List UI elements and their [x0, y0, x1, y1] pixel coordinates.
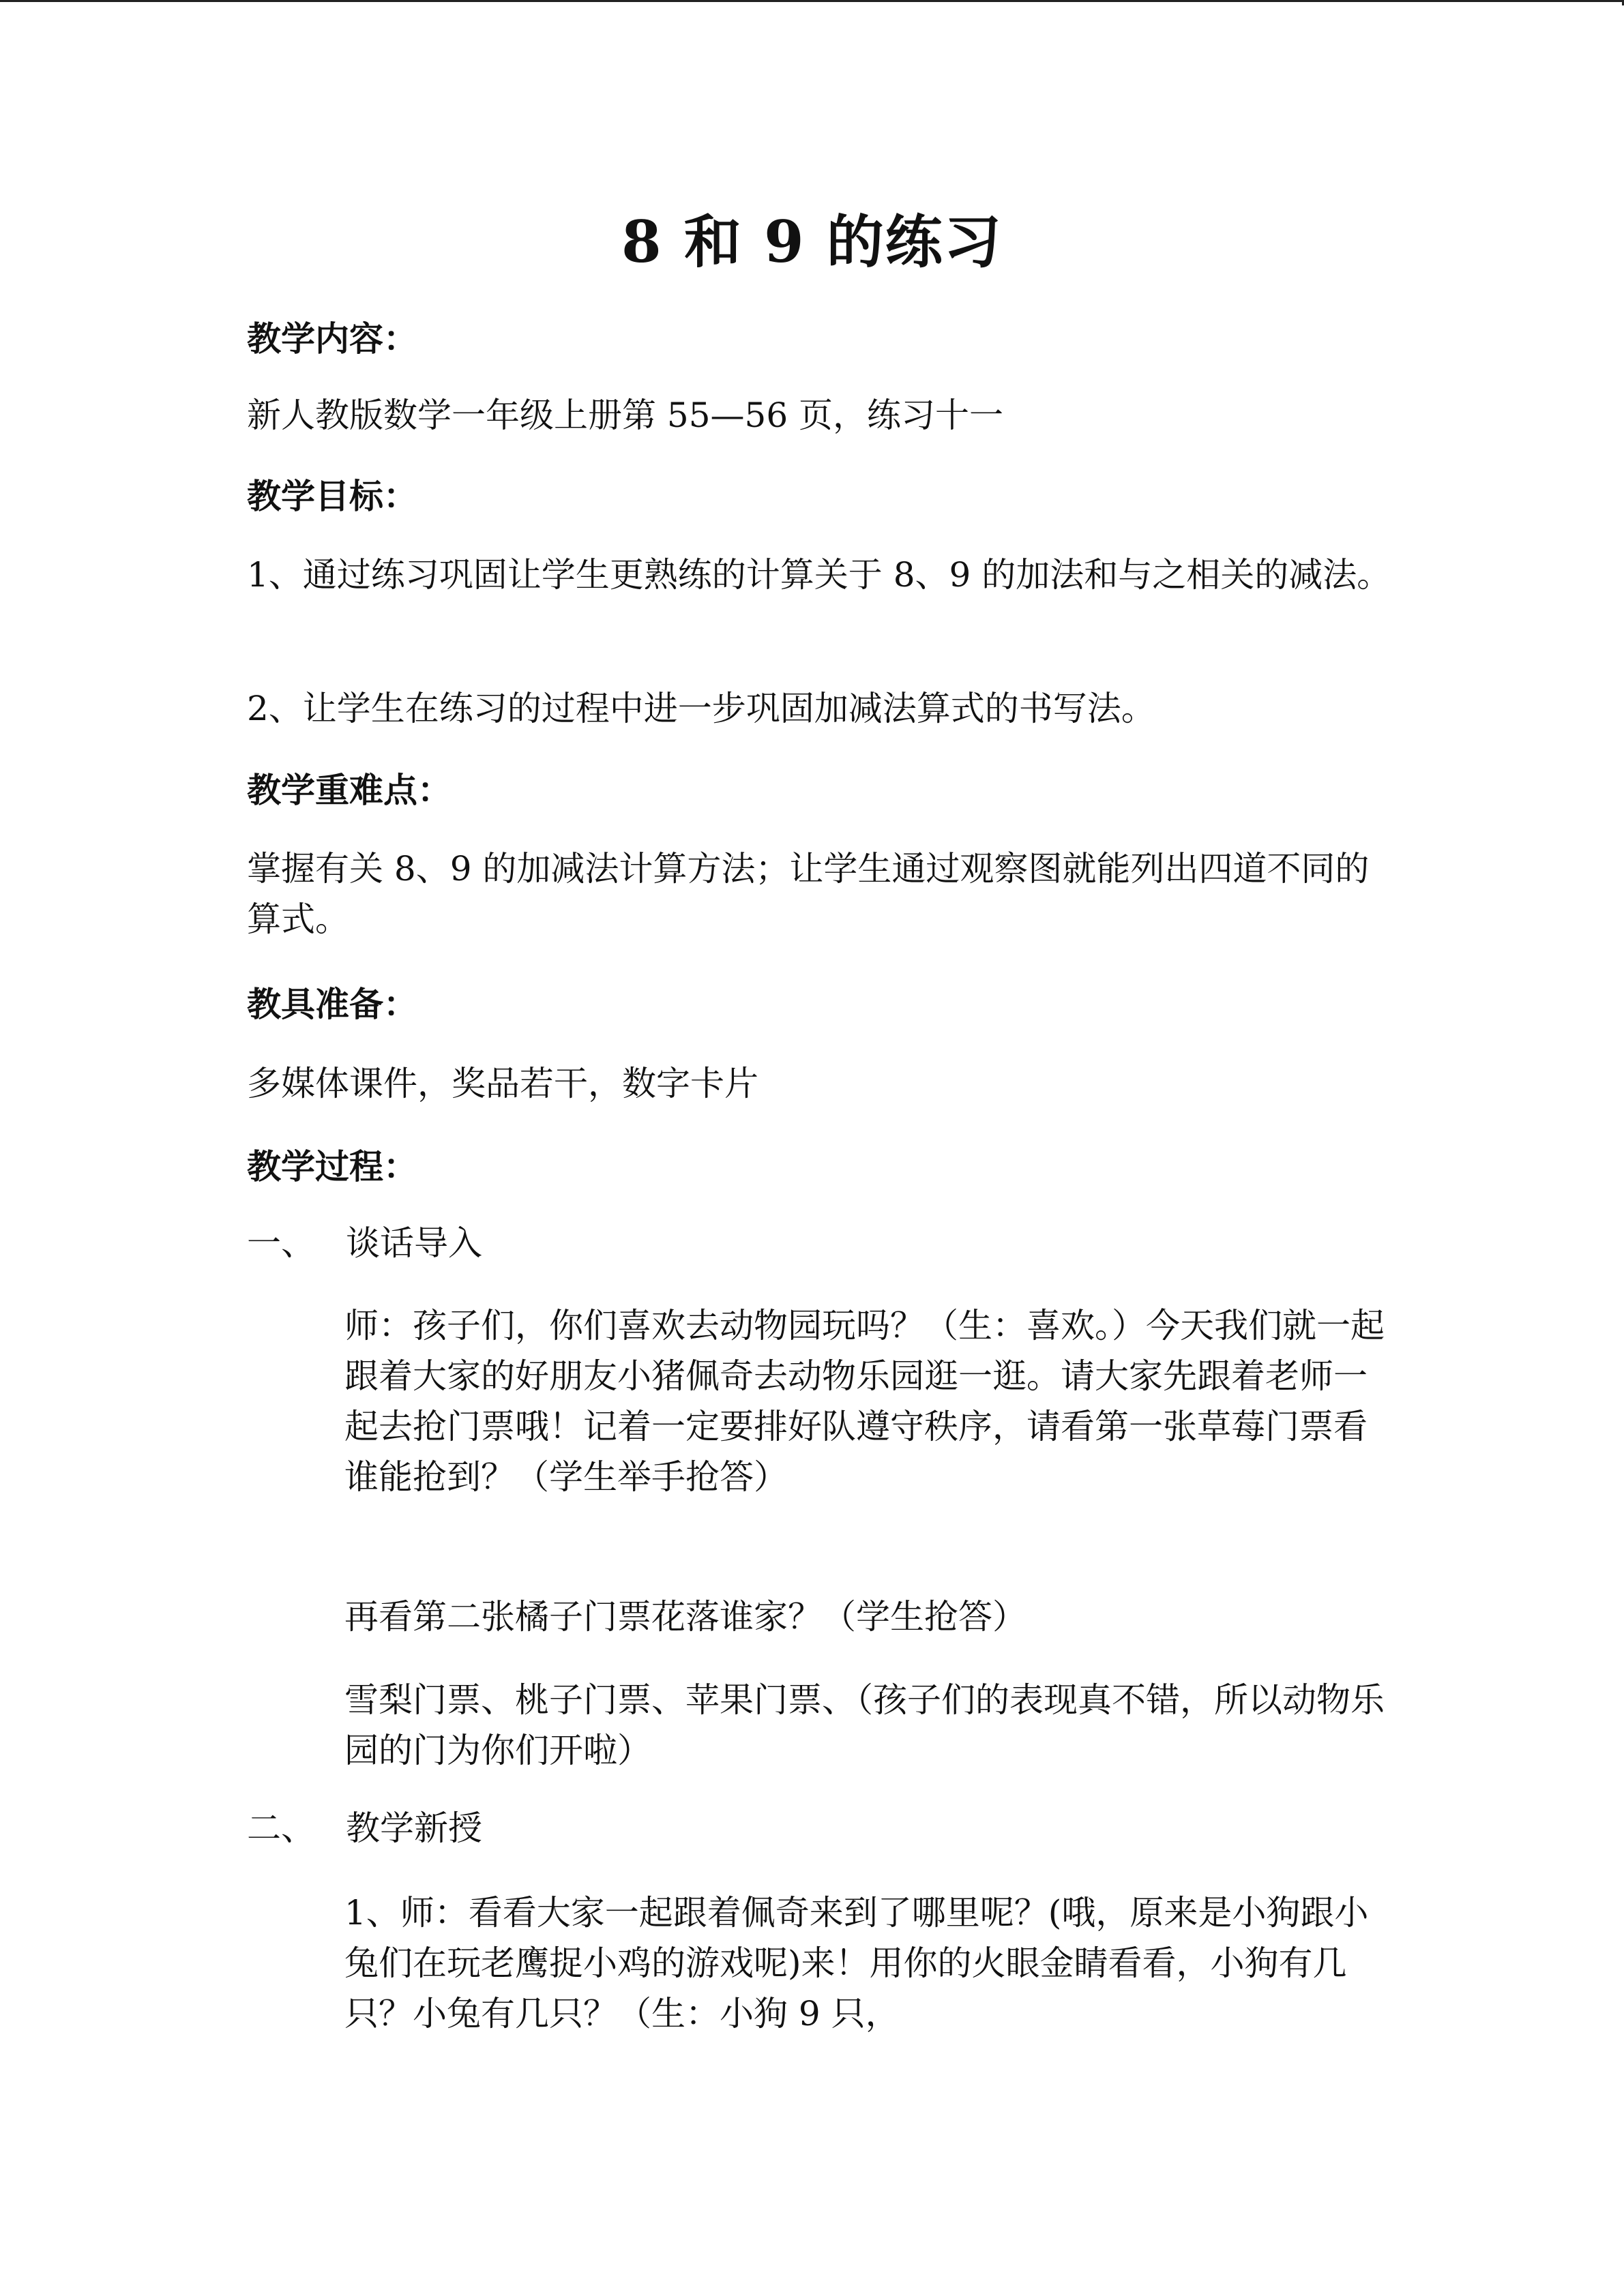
section-1-title — [247, 1219, 482, 1267]
goal-item-2: 2、让学生在练习的过程中进一步巩固加减法算式的书写法。 — [247, 689, 1155, 728]
goals-heading: 教学目标： — [247, 476, 417, 516]
section-2-number: 二、 — [247, 1808, 315, 1848]
section-1-number: 一、 — [247, 1223, 315, 1263]
key-points-heading: 教学重难点： — [247, 770, 452, 810]
top-border — [0, 0, 1624, 2]
section-1-paragraph-3: 雪梨门票、桃子门票、苹果门票、（孩子们的表现真不错，所以动物乐园的门为你们开啦） — [344, 1680, 1385, 1770]
section-2-paragraph-1: 1、师：看看大家一起跟着佩奇来到了哪里呢？(哦，原来是小狗跟小兔们在玩老鹰捉小鸡的游戏呢)来！用你的火眼金睛看看，小狗有几只？小兔有几只？（生：小狗 9 只， — [344, 1893, 1369, 2033]
section-2-title — [247, 1804, 482, 1852]
section-2-label: 教学新授 — [346, 1808, 482, 1848]
section-1-paragraph-1: 师：孩子们，你们喜欢去动物园玩吗？（生：喜欢。）今天我们就一起跟着大家的好朋友小猪佩奇去动物乐园逛一逛。请大家先跟着老师一起去抢门票哦！记着一定要排好队遵守秩序，请看第一张草莓门票看谁能抢到？（学生举手抢答） — [344, 1306, 1385, 1497]
content-heading: 教学内容： — [247, 318, 417, 359]
page-title: 8 和 9 的练习 — [621, 208, 1003, 275]
goal-item-1: 1、通过练习巩固让学生更熟练的计算关于 8、9 的加法和与之相关的减法。 — [247, 555, 1391, 595]
process-heading: 教学过程： — [247, 1146, 417, 1187]
materials-text: 多媒体课件，奖品若干，数字卡片 — [247, 1064, 758, 1103]
section-1-label: 谈话导入 — [346, 1223, 482, 1263]
materials-heading: 教具准备： — [247, 984, 417, 1024]
section-1-paragraph-2: 再看第二张橘子门票花落谁家？（学生抢答） — [344, 1597, 1027, 1637]
key-points-text: 掌握有关 8、9 的加减法计算方法；让学生通过观察图就能列出四道不同的算式。 — [247, 849, 1370, 939]
content-text: 新人教版数学一年级上册第 55—56 页，练习十一 — [247, 396, 1004, 435]
